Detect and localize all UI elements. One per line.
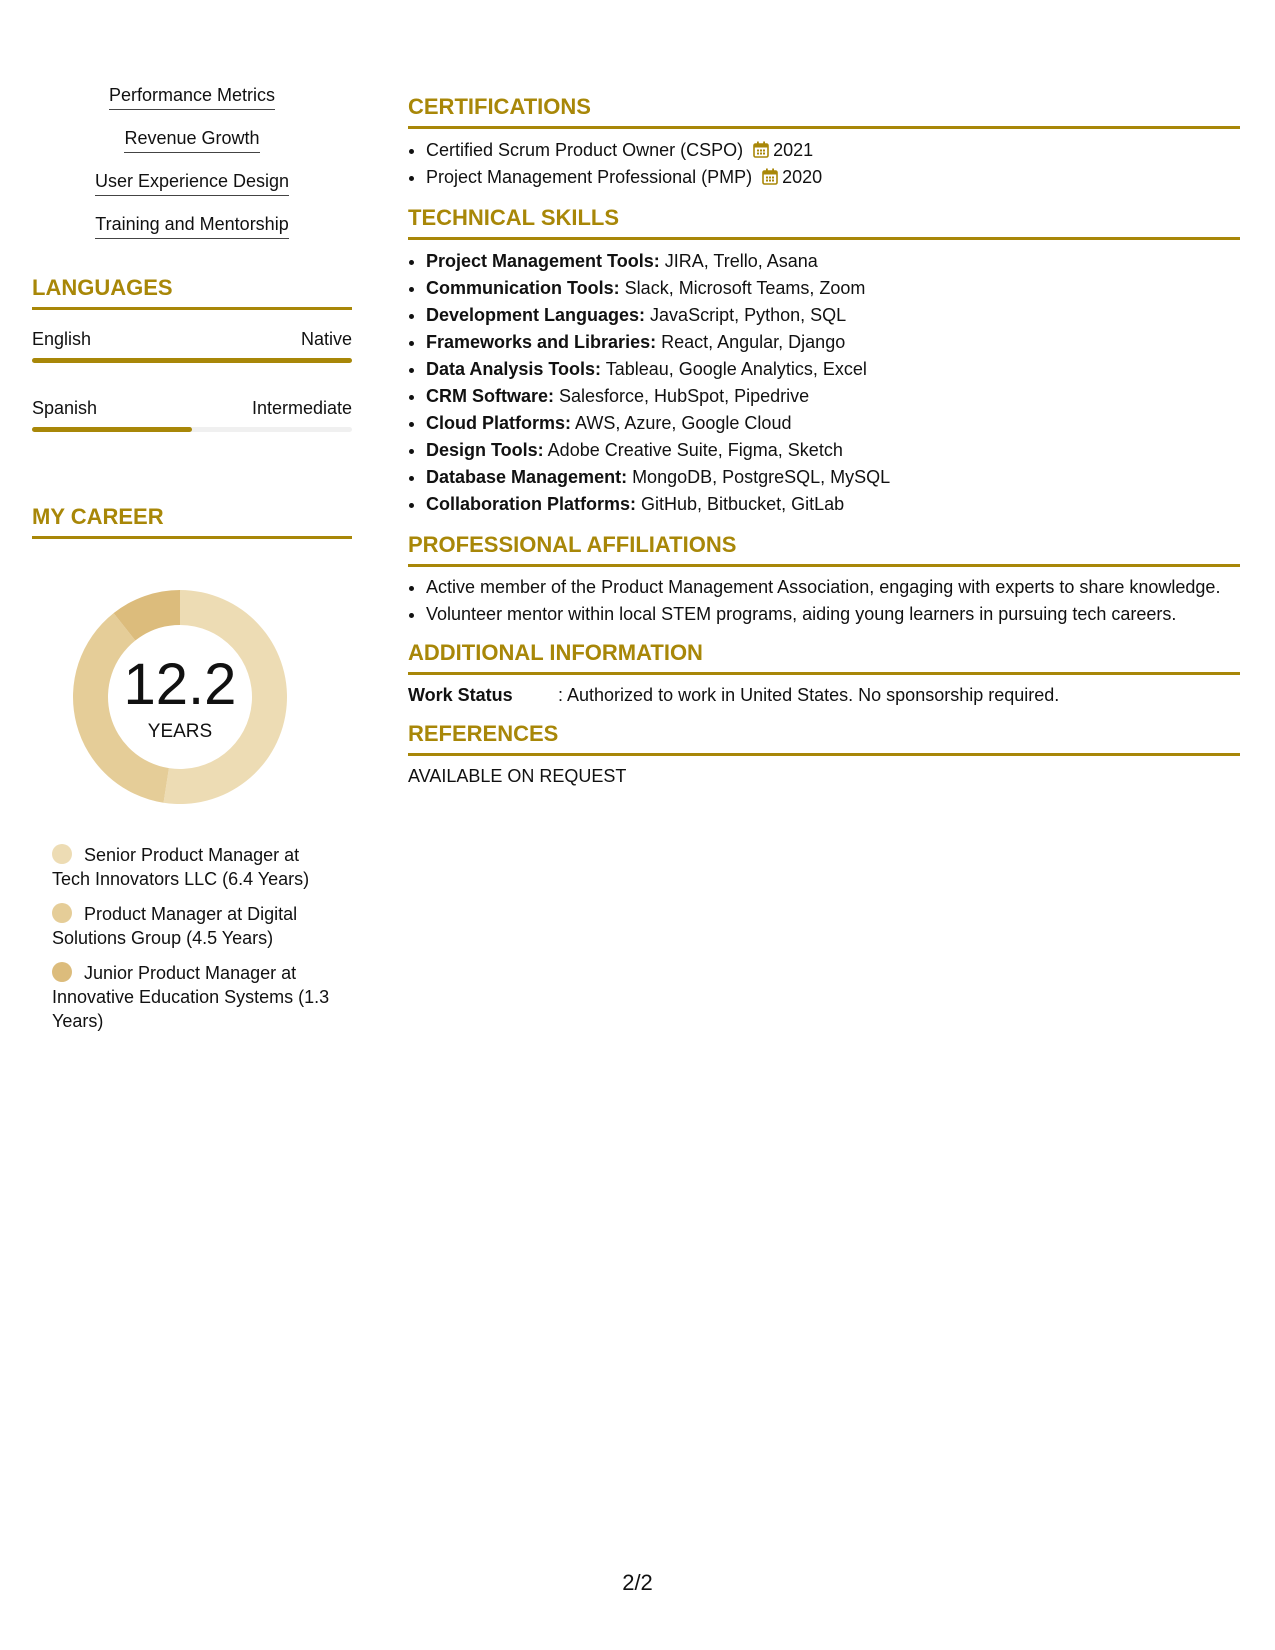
certification-year: 2021 [773,140,814,160]
work-status-value: : Authorized to work in United States. No sponsorship required. [558,685,1060,705]
additional-info-heading: ADDITIONAL INFORMATION [408,640,1240,675]
career-role-label: Senior Product Manager at Tech Innovators LLC (6.4 Years) [52,845,310,889]
career-legend [52,843,332,1033]
tech-skill-value: JIRA, Trello, Asana [659,251,818,271]
skill-label: Revenue Growth [124,127,259,153]
career-total-unit: YEARS [147,721,213,742]
tech-skill-value: GitHub, Bitbucket, GitLab [636,494,845,514]
languages-heading: LANGUAGES [32,275,352,310]
technical-skills-heading: TECHNICAL SKILLS [408,205,1240,240]
affiliation-item: • Volunteer mentor within local STEM programs, aiding young learners in pursuing tech careers. [426,602,1240,626]
tech-skill-item [426,275,1240,302]
tech-skill-item [426,491,1240,518]
career-legend-item [52,902,332,950]
certifications-list [408,137,1240,191]
legend-dot [52,844,72,864]
tech-skill-value: AWS, Azure, Google Cloud [571,413,792,433]
language-bar-fill [32,427,192,432]
skill-label: Training and Mentorship [95,213,288,239]
affiliation-item: • Active member of the Product Management Association, engaging with experts to share knowledge. [426,575,1240,599]
tech-skill-item [426,356,1240,383]
tech-skill-value: Adobe Creative Suite, Figma, Sketch [543,440,843,460]
language-bar [32,427,352,432]
language-spanish [32,397,352,432]
language-level: Intermediate [251,398,352,418]
right-column [408,94,1240,788]
language-name: English [32,329,92,349]
legend-dot [52,962,72,982]
affiliations-heading: PROFESSIONAL AFFILIATIONS [408,532,1240,567]
tech-skill-label: Communication Tools: [426,278,620,298]
calendar-icon [762,168,778,185]
language-name: Spanish [32,398,98,418]
work-status-row [408,683,1240,707]
skill-label: User Experience Design [95,170,289,196]
career-donut-chart [66,583,294,811]
references-heading: REFERENCES [408,721,1240,756]
certification-name: Project Management Professional (PMP) [426,167,753,187]
calendar-icon [753,141,769,158]
tech-skill-label: CRM Software: [426,386,555,406]
tech-skill-value: JavaScript, Python, SQL [645,305,847,325]
legend-dot [52,903,72,923]
language-bar [32,358,352,363]
tech-skill-item [426,383,1240,410]
tech-skill-value: Tableau, Google Analytics, Excel [601,359,867,379]
tech-skill-value: Salesforce, HubSpot, Pipedrive [554,386,810,406]
certification-item [426,137,1240,164]
certifications-heading: CERTIFICATIONS [408,94,1240,129]
skill-item [32,170,352,196]
certification-name: Certified Scrum Product Owner (CSPO) [426,140,744,160]
technical-skills-list [408,248,1240,518]
tech-skill-label: Data Analysis Tools: [426,359,602,379]
tech-skill-item [426,248,1240,275]
career-heading: MY CAREER [32,504,352,539]
tech-skill-value: Slack, Microsoft Teams, Zoom [619,278,866,298]
language-bar-fill [32,358,352,363]
tech-skill-item [426,437,1240,464]
page-number: 2/2 [622,1570,653,1595]
tech-skill-item [426,329,1240,356]
tech-skill-item [426,464,1240,491]
career-total-years: 12.2 [123,652,237,717]
language-english [32,328,352,363]
skill-item [32,84,352,110]
career-legend-item [52,843,332,891]
tech-skill-value: React, Angular, Django [656,332,846,352]
tech-skill-item [426,410,1240,437]
references-text: AVAILABLE ON REQUEST [408,766,627,786]
work-status-label: Work Status [408,685,513,705]
tech-skill-label: Design Tools: [426,440,544,460]
language-level: Native [300,329,352,349]
affiliations-list [408,575,1240,626]
tech-skill-label: Collaboration Platforms: [426,494,637,514]
left-column [32,84,352,1044]
career-role-label: Junior Product Manager at Innovative Education Systems (1.3 Years) [52,963,330,1031]
tech-skill-label: Development Languages: [426,305,646,325]
tech-skill-value: MongoDB, PostgreSQL, MySQL [627,467,891,487]
tech-skill-item [426,302,1240,329]
tech-skill-label: Cloud Platforms: [426,413,572,433]
certification-item [426,164,1240,191]
tech-skill-label: Database Management: [426,467,628,487]
career-legend-item [52,961,332,1033]
tech-skill-label: Project Management Tools: [426,251,660,271]
skill-item [32,213,352,239]
career-role-label: Product Manager at Digital Solutions Group (4.5 Years) [52,904,298,948]
tech-skill-label: Frameworks and Libraries: [426,332,657,352]
skill-item [32,127,352,153]
certification-year: 2020 [782,167,823,187]
skill-label: Performance Metrics [109,84,275,110]
skills-list [32,84,352,239]
